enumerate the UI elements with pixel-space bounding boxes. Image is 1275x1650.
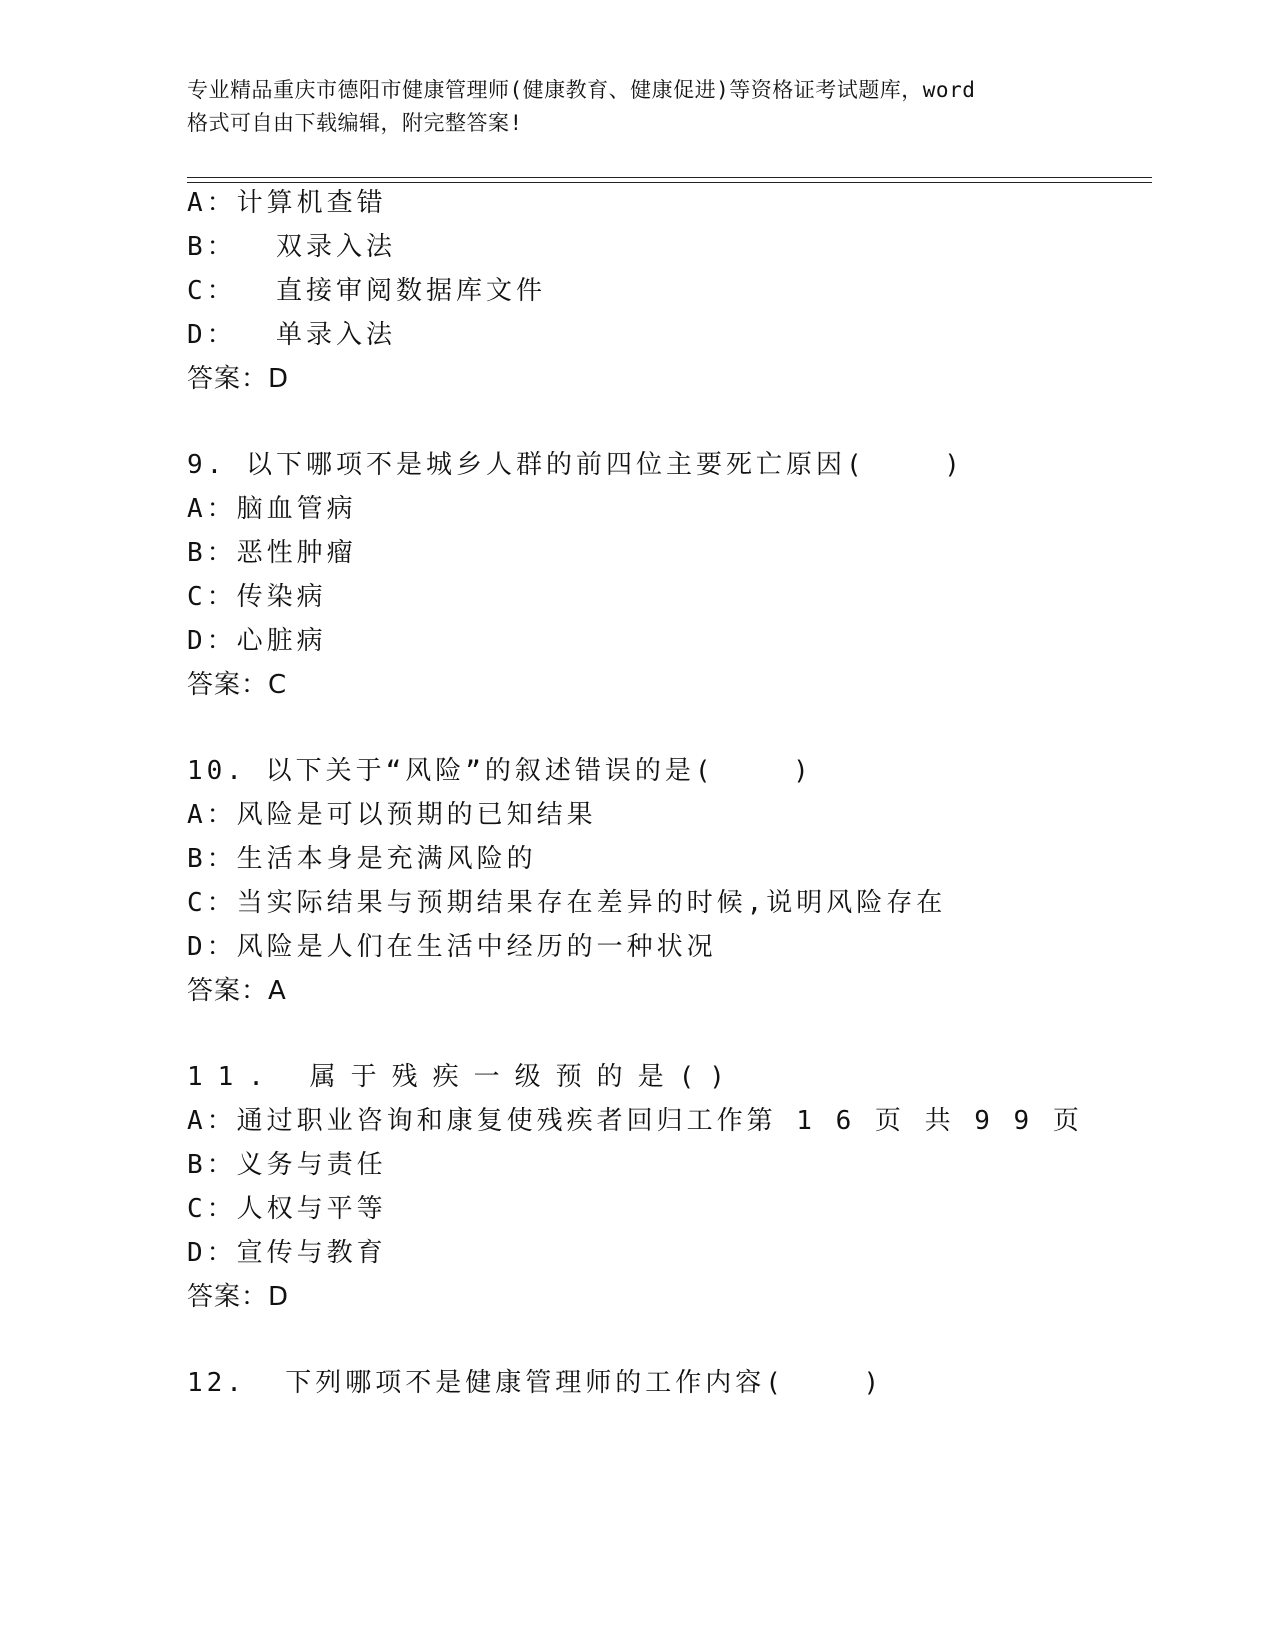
q10-question: 10. 以下关于“风险”的叙述错误的是( ): [187, 756, 813, 786]
q8-option-b: B： 双录入法: [187, 232, 396, 262]
q8-option-a: A：计算机查错: [187, 188, 387, 218]
q10-option-b: B：生活本身是充满风险的: [187, 844, 537, 874]
header-divider-double: [187, 182, 1152, 183]
q9-question: 9. 以下哪项不是城乡人群的前四位主要死亡原因( ): [187, 450, 964, 480]
q8-answer: 答案：D: [187, 364, 290, 394]
q9-option-b: B：恶性肿瘤: [187, 538, 357, 568]
q9-option-d: D：心脏病: [187, 626, 327, 656]
q10-option-a: A：风险是可以预期的已知结果: [187, 800, 597, 830]
q11-question: 11. 属于残疾一级预的是(): [187, 1062, 740, 1092]
q9-option-a: A：脑血管病: [187, 494, 357, 524]
document-header: [187, 74, 1087, 140]
q9-option-c: C：传染病: [187, 582, 327, 612]
q11-option-b: B：义务与责任: [187, 1150, 387, 1180]
header-line-2: 格式可自由下载编辑，附完整答案!: [187, 111, 523, 135]
header-divider: [187, 177, 1152, 178]
q8-option-d: D： 单录入法: [187, 320, 396, 350]
q11-option-c: C：人权与平等: [187, 1194, 387, 1224]
q10-answer: 答案：A: [187, 976, 287, 1006]
q11-option-a: A：通过职业咨询和康复使残疾者回归工作第 1 6 页 共 9 9 页: [187, 1106, 1083, 1136]
q11-option-d: D：宣传与教育: [187, 1238, 387, 1268]
q9-answer: 答案：C: [187, 670, 288, 700]
q12-question: 12. 下列哪项不是健康管理师的工作内容( ): [187, 1368, 884, 1398]
q8-option-c: C： 直接审阅数据库文件: [187, 276, 546, 306]
header-line-1: 专业精品重庆市德阳市健康管理师(健康教育、健康促进)等资格证考试题库，word: [187, 78, 976, 102]
q11-answer: 答案：D: [187, 1282, 290, 1312]
q10-option-c: C：当实际结果与预期结果存在差异的时候,说明风险存在: [187, 888, 947, 918]
q10-option-d: D：风险是人们在生活中经历的一种状况: [187, 932, 717, 962]
